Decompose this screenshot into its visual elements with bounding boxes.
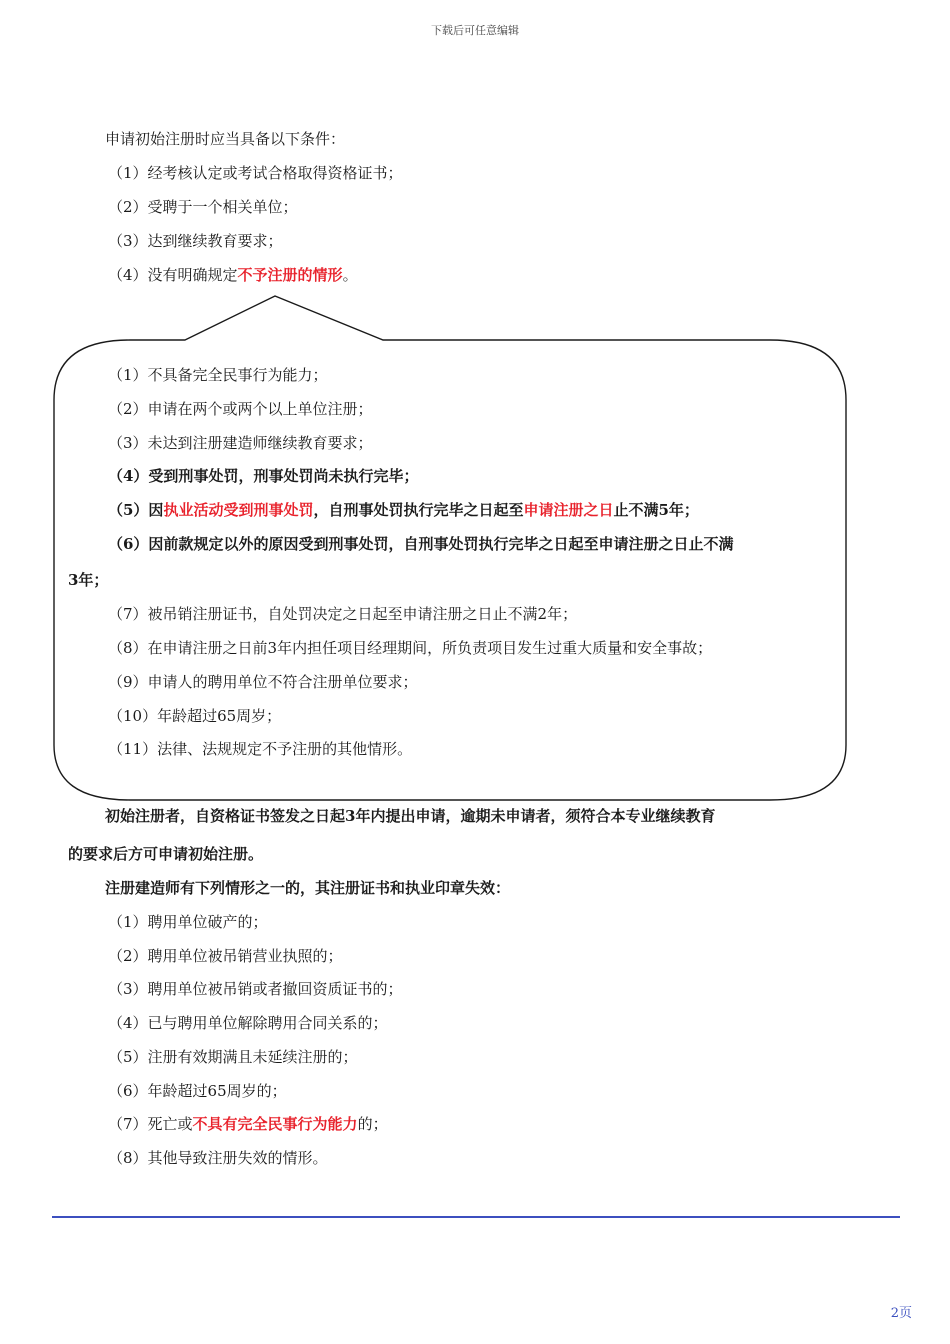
invalid-item-4: （4）已与聘用单位解除聘用合同关系的；: [108, 1014, 388, 1032]
callout-item-5: [108, 500, 699, 520]
callout-item-10: （10）年龄超过65周岁；: [108, 707, 282, 725]
callout-item-6-line-2: 3年；: [68, 571, 109, 589]
initial-paragraph-line-1: 初始注册者，自资格证书签发之日起3年内提出申请，逾期未申请者，须符合本专业继续教育: [105, 807, 716, 825]
invalid-item-7-suffix: 的；: [357, 1115, 388, 1133]
callout-item-5-b: ，自刑事处罚执行完毕之日起至: [313, 501, 524, 519]
callout-item-5-a: （5）因: [108, 501, 164, 519]
callout-item-3: （3）未达到注册建造师继续教育要求；: [108, 434, 373, 452]
invalid-heading: 注册建造师有下列情形之一的，其注册证书和执业印章失效：: [105, 879, 511, 897]
page-number: 2页: [890, 1306, 912, 1321]
invalid-item-7: [108, 1114, 388, 1134]
invalid-item-8: （8）其他导致注册失效的情形。: [108, 1149, 328, 1167]
invalid-item-7-prefix: （7）死亡或: [108, 1115, 193, 1133]
callout-item-5-c: 止不满5年；: [613, 501, 699, 519]
callout-item-9: （9）申请人的聘用单位不符合注册单位要求；: [108, 673, 418, 691]
callout-item-2: （2）申请在两个或两个以上单位注册；: [108, 400, 373, 418]
condition-item-4-prefix: （4）没有明确规定: [108, 266, 238, 284]
callout-item-11: （11）法律、法规规定不予注册的其他情形。: [108, 740, 413, 758]
condition-item-3: （3）达到继续教育要求；: [108, 232, 283, 250]
callout-item-8: （8）在申请注册之日前3年内担任项目经理期间，所负责项目发生过重大质量和安全事故；: [108, 639, 713, 657]
condition-item-4-suffix: 。: [342, 266, 358, 284]
invalid-item-3: （3）聘用单位被吊销或者撤回资质证书的；: [108, 980, 403, 998]
invalid-item-5: （5）注册有效期满且未延续注册的；: [108, 1048, 358, 1066]
conditions-intro: 申请初始注册时应当具备以下条件：: [105, 130, 346, 148]
condition-item-2: （2）受聘于一个相关单位；: [108, 198, 298, 216]
invalid-item-6: （6）年龄超过65周岁的；: [108, 1082, 287, 1100]
callout-item-1: （1）不具备完全民事行为能力；: [108, 366, 328, 384]
initial-paragraph-line-2: 的要求后方可申请初始注册。: [68, 845, 264, 863]
callout-item-7: （7）被吊销注册证书，自处罚决定之日起至申请注册之日止不满2年；: [108, 605, 578, 623]
invalid-item-7-highlight: 不具有完全民事行为能力: [192, 1115, 358, 1133]
invalid-item-1: （1）聘用单位破产的；: [108, 913, 268, 931]
callout-item-4: （4）受到刑事处罚，刑事处罚尚未执行完毕；: [108, 467, 419, 485]
callout-item-5-highlight-1: 执业活动受到刑事处罚: [163, 501, 314, 519]
condition-item-1: （1）经考核认定或考试合格取得资格证书；: [108, 164, 403, 182]
invalid-item-2: （2）聘用单位被吊销营业执照的；: [108, 947, 343, 965]
header-note: 下载后可任意编辑: [431, 24, 519, 37]
condition-item-4-highlight: 不予注册的情形: [237, 266, 343, 284]
callout-item-6-line-1: （6）因前款规定以外的原因受到刑事处罚，自刑事处罚执行完毕之日起至申请注册之日止不满: [108, 535, 734, 553]
footer-rule: [52, 1216, 900, 1218]
callout-item-5-highlight-2: 申请注册之日: [523, 501, 614, 519]
